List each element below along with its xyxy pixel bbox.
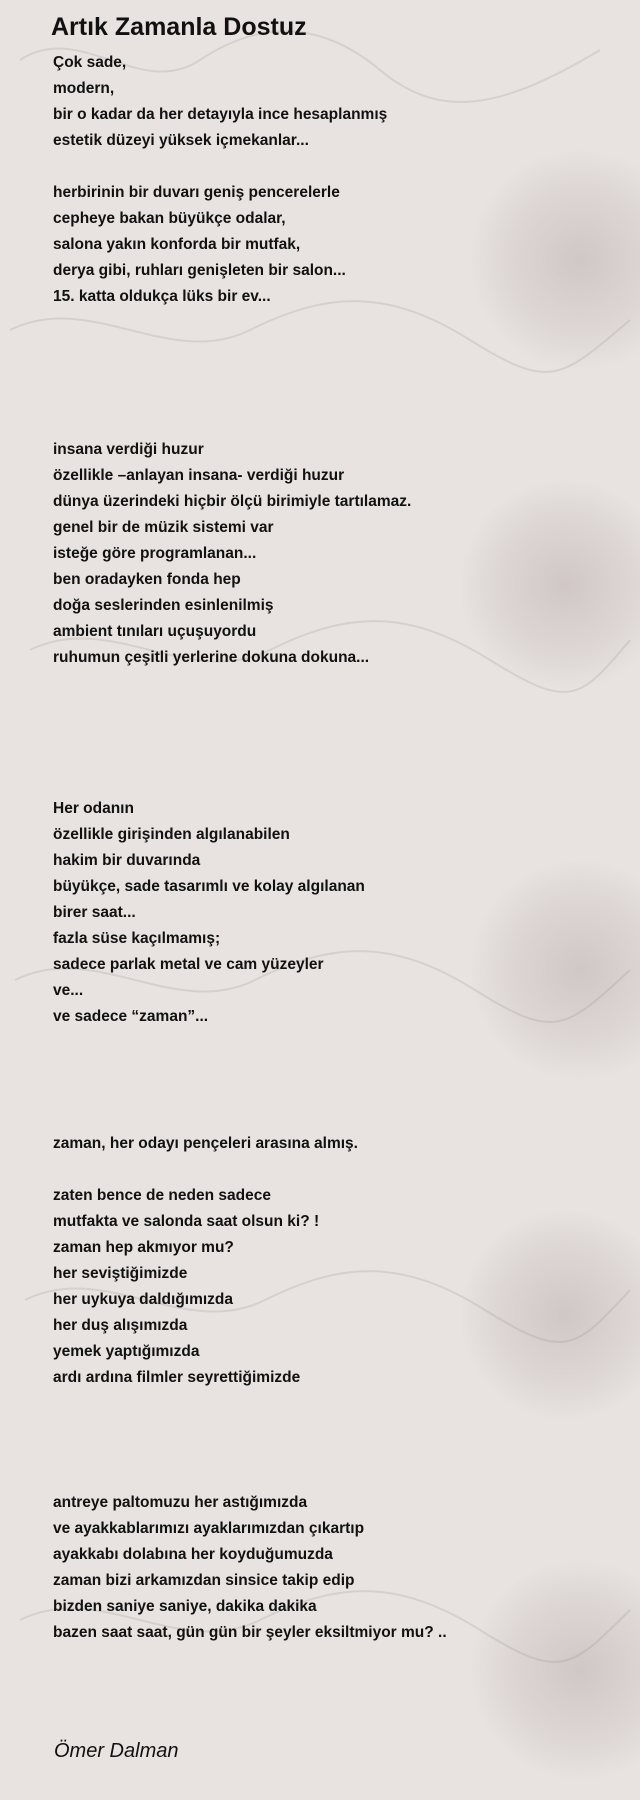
poem-line: bizden saniye saniye, dakika dakika <box>53 1598 317 1615</box>
background-stain <box>460 480 640 690</box>
poem-line: özellikle girişinden algılanabilen <box>53 826 290 843</box>
poem-line: ben oradayken fonda hep <box>53 571 241 588</box>
poem-line: isteğe göre programlanan... <box>53 545 257 562</box>
poem-line: yemek yaptığımızda <box>53 1343 200 1360</box>
poem-line: her duş alışımızda <box>53 1317 188 1334</box>
poem-line: zaten bence de neden sadece <box>53 1187 271 1204</box>
poem-line <box>53 154 387 180</box>
poem-title: Artık Zamanla Dostuz <box>51 13 307 41</box>
poem-line: zaman hep akmıyor mu? <box>53 1239 234 1256</box>
poem-line: dünya üzerindeki hiçbir ölçü birimiyle tartılamaz. <box>53 493 412 510</box>
poem-line: genel bir de müzik sistemi var <box>53 519 274 536</box>
poem-line: her seviştiğimizde <box>53 1265 188 1282</box>
poem-line: her uykuya daldığımızda <box>53 1291 234 1308</box>
poem-line: modern, <box>53 80 115 97</box>
background-stain <box>470 1560 640 1780</box>
poem-line: Her odanın <box>53 800 134 817</box>
poem-line: fazla süse kaçılmamış; <box>53 930 221 947</box>
poem-line: mutfakta ve salonda saat olsun ki? ! <box>53 1213 320 1230</box>
background-stain <box>460 1210 640 1420</box>
poem-line: ayakkabı dolabına her koyduğumuzda <box>53 1546 333 1563</box>
poem-line: Çok sade, <box>53 54 127 71</box>
background-stain <box>470 860 640 1080</box>
stanza-1 <box>53 50 387 310</box>
stanza-5 <box>53 1490 447 1646</box>
poem-line: estetik düzeyi yüksek içmekanlar... <box>53 132 309 149</box>
background-stain <box>470 150 640 370</box>
poem-line: ve... <box>53 982 84 999</box>
poem-line: ve sadece “zaman”... <box>53 1008 209 1025</box>
stanza-2 <box>53 437 411 671</box>
poem-line: birer saat... <box>53 904 136 921</box>
poem-line: herbirinin bir duvarı geniş pencerelerle <box>53 184 340 201</box>
poem-line: zaman bizi arkamızdan sinsice takip edip <box>53 1572 355 1589</box>
poem-line: antreye paltomuzu her astığımızda <box>53 1494 308 1511</box>
poem-line: derya gibi, ruhları genişleten bir salon... <box>53 262 346 279</box>
poem-line: 15. katta oldukça lüks bir ev... <box>53 288 271 305</box>
poem-line: ruhumun çeşitli yerlerine dokuna dokuna... <box>53 649 370 666</box>
poem-line: ardı ardına filmler seyrettiğimizde <box>53 1369 301 1386</box>
poem-line <box>53 1157 358 1183</box>
stanza-3 <box>53 796 365 1030</box>
poem-line: cepheye bakan büyükçe odalar, <box>53 210 286 227</box>
poem-line: özellikle –anlayan insana- verdiği huzur <box>53 467 345 484</box>
poem-line: ambient tınıları uçuşuyordu <box>53 623 257 640</box>
poem-line: bir o kadar da her detayıyla ince hesaplanmış <box>53 106 388 123</box>
poem-author: Ömer Dalman <box>54 1740 179 1762</box>
poem-line: ve ayakkablarımızı ayaklarımızdan çıkartıp <box>53 1520 365 1537</box>
poem-line: doğa seslerinden esinlenilmiş <box>53 597 274 614</box>
poem-line: büyükçe, sade tasarımlı ve kolay algılanan <box>53 878 365 895</box>
poem-line: sadece parlak metal ve cam yüzeyler <box>53 956 324 973</box>
poem-line: zaman, her odayı pençeleri arasına almış. <box>53 1135 358 1152</box>
poem-line: bazen saat saat, gün gün bir şeyler eksiltmiyor mu? .. <box>53 1624 447 1641</box>
poem-line: salona yakın konforda bir mutfak, <box>53 236 301 253</box>
poem-line: hakim bir duvarında <box>53 852 201 869</box>
poem-line: insana verdiği huzur <box>53 441 204 458</box>
stanza-4 <box>53 1131 358 1391</box>
